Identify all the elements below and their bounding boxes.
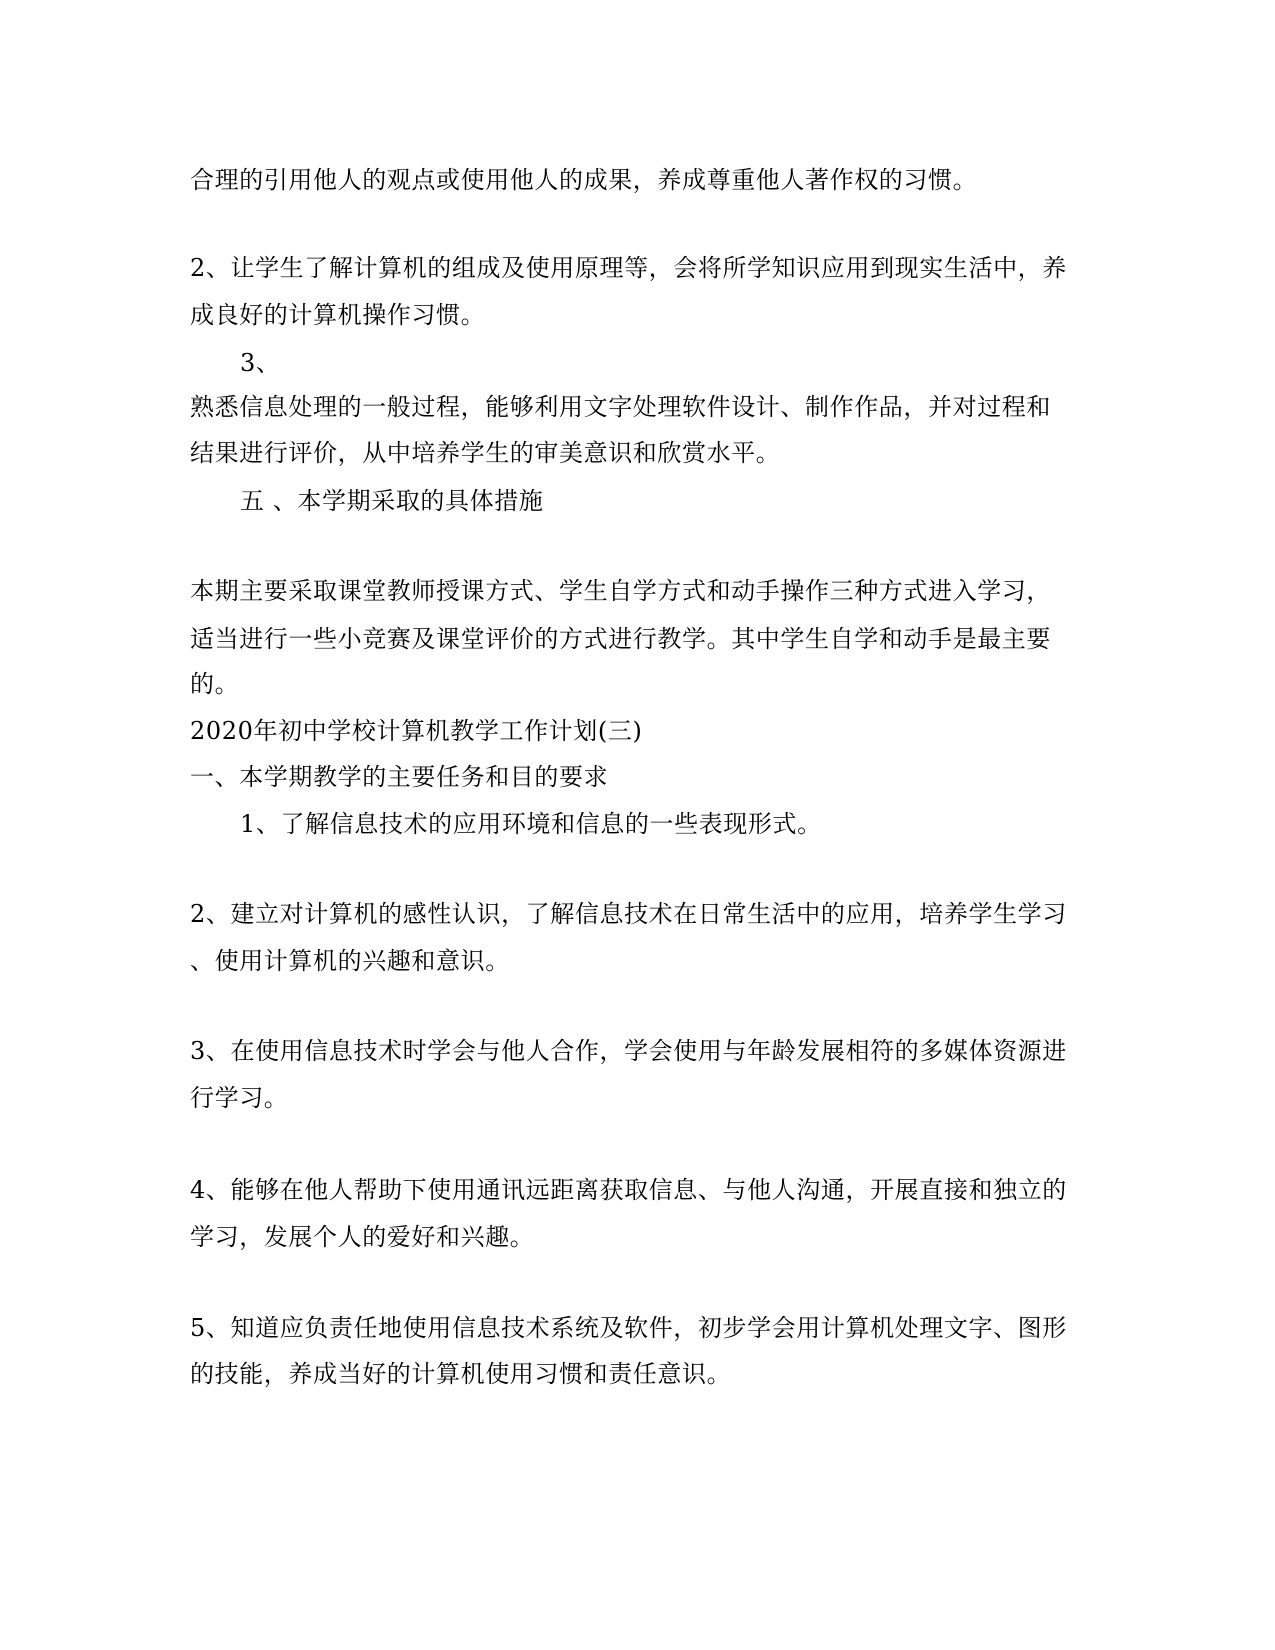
- text-line: 学习，发展个人的爱好和兴趣。: [190, 1223, 535, 1251]
- text-line: 行学习。: [190, 1084, 289, 1112]
- section-heading: 一、本学期教学的主要任务和目的要求: [190, 763, 609, 791]
- text-line: 5、知道应负责任地使用信息技术系统及软件，初步学会用计算机处理文字、图形: [190, 1314, 1067, 1342]
- text-line: 2、建立对计算机的感性认识，了解信息技术在日常生活中的应用，培养学生学习: [190, 900, 1067, 928]
- text-line: 1、了解信息技术的应用环境和信息的一些表现形式。: [240, 810, 822, 838]
- text-line: 合理的引用他人的观点或使用他人的成果，养成尊重他人著作权的习惯。: [190, 166, 978, 194]
- text-line: 、使用计算机的兴趣和意识。: [190, 947, 510, 975]
- text-line: 熟悉信息处理的一般过程，能够利用文字处理软件设计、制作作品，并对过程和: [190, 393, 1051, 421]
- text-line: 本期主要采取课堂教师授课方式、学生自学方式和动手操作三种方式进入学习，: [190, 577, 1051, 605]
- text-line: 的。: [190, 670, 240, 698]
- text-line: 结果进行评价，从中培养学生的审美意识和欣赏水平。: [190, 439, 781, 467]
- text-line: 3、: [240, 349, 281, 377]
- section-heading: 五 、本学期采取的具体措施: [240, 487, 544, 515]
- document-title: 2020年初中学校计算机教学工作计划(三): [190, 717, 643, 745]
- text-line: 适当进行一些小竞赛及课堂评价的方式进行教学。其中学生自学和动手是最主要: [190, 625, 1051, 653]
- text-line: 4、能够在他人帮助下使用通讯远距离获取信息、与他人沟通，开展直接和独立的: [190, 1176, 1067, 1204]
- text-line: 成良好的计算机操作习惯。: [190, 301, 486, 329]
- text-line: 3、在使用信息技术时学会与他人合作，学会使用与年龄发展相符的多媒体资源进: [190, 1037, 1067, 1065]
- text-line: 2、让学生了解计算机的组成及使用原理等，会将所学知识应用到现实生活中，养: [190, 254, 1067, 282]
- text-line: 的技能，养成当好的计算机使用习惯和责任意识。: [190, 1360, 732, 1388]
